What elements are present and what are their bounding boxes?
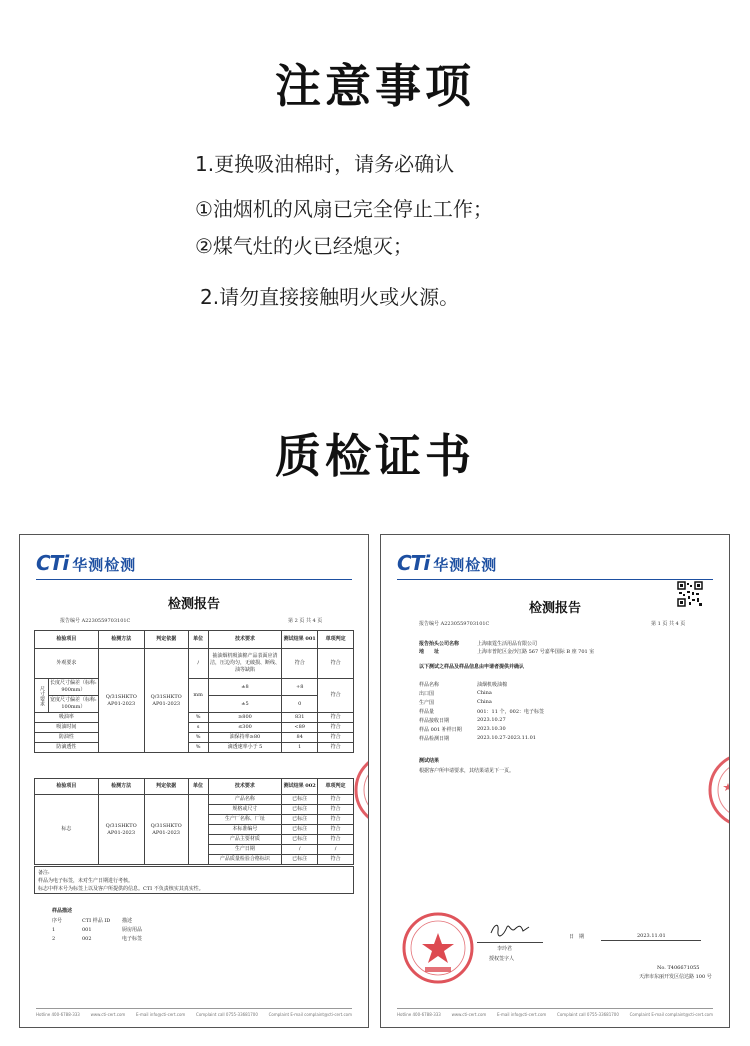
- info-key: 样品接收日期: [419, 718, 450, 724]
- info-key: 样品检测日期: [419, 736, 450, 742]
- notice-line-2: ①油烟机的风扇已完全停止工作；: [195, 197, 493, 221]
- t2-basis-cell: Q/31SHKTO AP01-2023: [144, 795, 188, 865]
- info-key: 样品量: [419, 709, 435, 715]
- t1-h-method: 检测方法: [98, 631, 144, 649]
- report-page-1: [380, 534, 730, 1028]
- table-cell: 符合: [318, 649, 354, 679]
- t2-h-item: 检验项目: [35, 779, 99, 795]
- table-cell: 符合: [318, 679, 354, 713]
- table-cell: +8: [282, 679, 318, 696]
- test-table-001: [34, 630, 354, 753]
- stamp-partial-icon: [706, 745, 730, 835]
- page-number: 第 2 页 共 4 页: [288, 618, 323, 624]
- date-value: 2023.11.01: [637, 933, 666, 939]
- table-cell: 吸油率: [35, 713, 99, 723]
- table-cell: 符合: [282, 649, 318, 679]
- table-cell: 已标注: [282, 815, 318, 825]
- date-line: [601, 940, 701, 941]
- notes-box: [34, 866, 354, 894]
- table-cell: %: [188, 743, 208, 753]
- sample-id: 002: [82, 936, 92, 942]
- info-row: [419, 681, 507, 688]
- sample-title: 样品描述: [52, 908, 73, 914]
- table-cell: /: [282, 845, 318, 855]
- header-divider: [36, 579, 352, 580]
- lab-address: 天津市东丽开发区信达路 100 号: [639, 974, 712, 980]
- table-cell: 外观要求: [35, 649, 99, 679]
- footer-email: E-mail info@cti-cert.com: [136, 1012, 186, 1017]
- table-cell: %: [188, 733, 208, 743]
- table-cell: %: [188, 713, 208, 723]
- signer-title: 授权签字人: [489, 956, 515, 962]
- footer-complaint-call: Complaint call 0755-33681700: [196, 1012, 258, 1017]
- t2-item-cell: 标志: [35, 795, 99, 865]
- table-cell: 生产日期: [208, 845, 282, 855]
- info-value: 油烟机吸油棉: [477, 682, 508, 688]
- t1-h-req: 技术要求: [208, 631, 282, 649]
- sample-desc: 电子标签: [122, 936, 143, 942]
- signature-line: [477, 942, 543, 943]
- footer: [397, 1008, 713, 1017]
- sample-h-no: 序号: [52, 918, 63, 924]
- test-table-002: [34, 778, 354, 865]
- info-value: 2023.10.30: [477, 726, 506, 732]
- table-cell: 滴透速率小于 5: [208, 743, 282, 753]
- table-cell: 宽度尺寸偏差（标称: 100mm）: [48, 696, 98, 713]
- table-cell: 已标注: [282, 835, 318, 845]
- t2-h-unit: 单位: [188, 779, 208, 795]
- sample-desc: 厨房用品: [122, 927, 143, 933]
- table-cell: 1: [282, 743, 318, 753]
- info-row: [419, 690, 492, 697]
- info-row: [419, 708, 544, 715]
- table-cell: 本标准编号: [208, 825, 282, 835]
- info-key: 样品 001 补样日期: [419, 727, 462, 733]
- info-value: 001：11 个，002：电子标签: [477, 709, 545, 715]
- address-row: [419, 648, 594, 655]
- info-row: [419, 735, 536, 742]
- info-row: [419, 726, 506, 733]
- sample-no: 1: [52, 927, 56, 933]
- table-cell: 规格或尺寸: [208, 805, 282, 815]
- logo-name: 华测检测: [433, 556, 498, 574]
- table-cell: ≤300: [208, 723, 282, 733]
- cti-logo: [397, 551, 497, 575]
- notice-line-1: 1.更换吸油棉时，请务必确认: [195, 152, 455, 176]
- table-cell: ±5: [208, 696, 282, 713]
- table-cell: 产品质量检验合格标识: [208, 855, 282, 865]
- official-seal-icon: [401, 911, 475, 985]
- applicant-value: 上海康霆生活用品有限公司: [477, 641, 538, 647]
- sample-row: [52, 926, 182, 935]
- notes-label: 备注:: [38, 870, 50, 876]
- table-cell: 已标注: [282, 795, 318, 805]
- t2-h-req: 技术要求: [208, 779, 282, 795]
- table-cell: 符合: [318, 855, 354, 865]
- table-cell: 符合: [318, 805, 354, 815]
- table-cell: 符合: [318, 713, 354, 723]
- t2-unit-cell: [188, 795, 208, 865]
- t1-h-unit: 单位: [188, 631, 208, 649]
- report-number: 报告编号 A2230559703101C: [419, 621, 490, 627]
- t2-h-method: 检测方法: [98, 779, 144, 795]
- table-cell: 油保持率≥80: [208, 733, 282, 743]
- logo-mark: CTi: [36, 551, 69, 575]
- info-value: China: [477, 690, 492, 696]
- info-row: [419, 717, 506, 724]
- report-title: 检测报告: [167, 597, 220, 612]
- date-label: 日 期: [569, 934, 585, 940]
- footer-web: www.cti-cert.com: [90, 1012, 126, 1017]
- sample-h-desc: 描述: [122, 918, 133, 924]
- logo-mark: CTi: [397, 551, 430, 575]
- table-cell: ≥800: [208, 713, 282, 723]
- sample-h-id: CTI 样品 ID: [82, 918, 111, 924]
- report-number: 报告编号 A2230559703101C: [60, 618, 131, 624]
- table-cell: mm: [188, 679, 208, 713]
- sample-row: [52, 935, 182, 944]
- signature-icon: [489, 921, 531, 939]
- test-result-heading: 测试结果: [419, 758, 440, 764]
- t1-h-item: 检验项目: [35, 631, 99, 649]
- t2-h-judge: 单项判定: [318, 779, 354, 795]
- report-page-2: [19, 534, 369, 1028]
- table-cell: 抽油烟机吸油棉产品表面应清洁，压边均匀，无破损、断线、油等缺陷: [208, 649, 282, 679]
- table-cell: 831: [282, 713, 318, 723]
- signer-name: 李玲君: [497, 946, 513, 952]
- applicant-label: 报告抬头公司名称: [419, 641, 460, 647]
- notice-title: 注意事项: [275, 59, 475, 113]
- certificate-title: 质检证书: [275, 429, 475, 483]
- info-value: 2023.10.27-2023.11.01: [477, 735, 536, 741]
- basis-cell: Q/31SHKTO AP01-2023: [144, 649, 188, 753]
- address-label: 地 址: [419, 649, 440, 655]
- table-cell: 已标注: [282, 855, 318, 865]
- stamp-partial-icon: [352, 745, 369, 835]
- table-cell: 防滴透性: [35, 743, 99, 753]
- table-cell: 生产厂名称、厂址: [208, 815, 282, 825]
- info-row: [419, 699, 492, 706]
- table-cell: 长度尺寸偏差（标称: 900mm）: [48, 679, 98, 696]
- address-value: 上海市普陀区金沙江路 567 号嘉华国际 B 座 701 室: [477, 649, 595, 655]
- report-title: 检测报告: [528, 601, 581, 616]
- footer-complaint-email: Complaint E-mail complaint@cti-cert.com: [268, 1012, 352, 1017]
- table-cell: 符合: [318, 825, 354, 835]
- info-value: China: [477, 699, 492, 705]
- t1-h-result: 测试结果 001: [282, 631, 318, 649]
- table-cell: 符合: [318, 795, 354, 805]
- page-number: 第 1 页 共 4 页: [651, 621, 686, 627]
- method-cell: Q/31SHKTO AP01-2023: [98, 649, 144, 753]
- footer-email: E-mail info@cti-cert.com: [497, 1012, 547, 1017]
- table-cell: 符合: [318, 835, 354, 845]
- t2-method-cell: Q/31SHKTO AP01-2023: [98, 795, 144, 865]
- sample-description: [52, 907, 182, 944]
- sample-header-row: [52, 917, 182, 926]
- table-cell: ±8: [208, 679, 282, 696]
- logo-name: 华测检测: [72, 556, 137, 574]
- info-key: 样品名称: [419, 682, 440, 688]
- applicant-row: [419, 640, 537, 647]
- notice-line-4: 2.请勿直接接触明火或火源。: [200, 285, 460, 309]
- test-result-text: 根据客户所申请要求，其结果请见下一页。: [419, 768, 515, 774]
- footer-hotline: Hotline 400-6788-333: [397, 1012, 441, 1017]
- table-cell: 符合: [318, 743, 354, 753]
- notice-line-3: ②煤气灶的火已经熄灭；: [195, 234, 413, 258]
- table-cell: 已标注: [282, 825, 318, 835]
- info-value: 2023.10.27: [477, 717, 506, 723]
- table-cell: 符合: [318, 723, 354, 733]
- header-divider: [397, 579, 713, 580]
- footer-hotline: Hotline 400-6788-333: [36, 1012, 80, 1017]
- table-cell: 已标注: [282, 805, 318, 815]
- cti-logo: [36, 551, 136, 575]
- footer-web: www.cti-cert.com: [451, 1012, 487, 1017]
- table-cell: 84: [282, 733, 318, 743]
- table-cell: s: [188, 723, 208, 733]
- note-1: 样品为电子标签，未对生产日期进行考核。: [38, 878, 134, 884]
- certificate-number: No. T406671055: [657, 965, 700, 971]
- table-cell: 符合: [318, 733, 354, 743]
- table-cell: 吸油时间: [35, 723, 99, 733]
- t1-h-judge: 单项判定: [318, 631, 354, 649]
- table-cell: 0: [282, 696, 318, 713]
- footer-complaint-email: Complaint E-mail complaint@cti-cert.com: [629, 1012, 713, 1017]
- size-group-cell: 尺寸要求: [35, 679, 49, 713]
- sample-id: 001: [82, 927, 92, 933]
- sample-info-heading: 以下测试之样品及样品信息由申请者提供并确认: [419, 664, 525, 670]
- sample-no: 2: [52, 936, 56, 942]
- info-key: 生产国: [419, 700, 435, 706]
- table-cell: /: [318, 845, 354, 855]
- table-cell: 产品名称: [208, 795, 282, 805]
- t2-h-basis: 判定依据: [144, 779, 188, 795]
- t2-h-result: 测试结果 002: [282, 779, 318, 795]
- t1-h-basis: 判定依据: [144, 631, 188, 649]
- table-cell: <89: [282, 723, 318, 733]
- footer: [36, 1008, 352, 1017]
- table-cell: 符合: [318, 815, 354, 825]
- table-cell: 防油性: [35, 733, 99, 743]
- note-2: 标志中样本号为标签上以及客户所提供的信息。CTI 不负责核实其真实性。: [38, 886, 204, 892]
- table-cell: /: [188, 649, 208, 679]
- table-cell: 产品主要材质: [208, 835, 282, 845]
- info-key: 出口国: [419, 691, 435, 697]
- footer-complaint-call: Complaint call 0755-33681700: [557, 1012, 619, 1017]
